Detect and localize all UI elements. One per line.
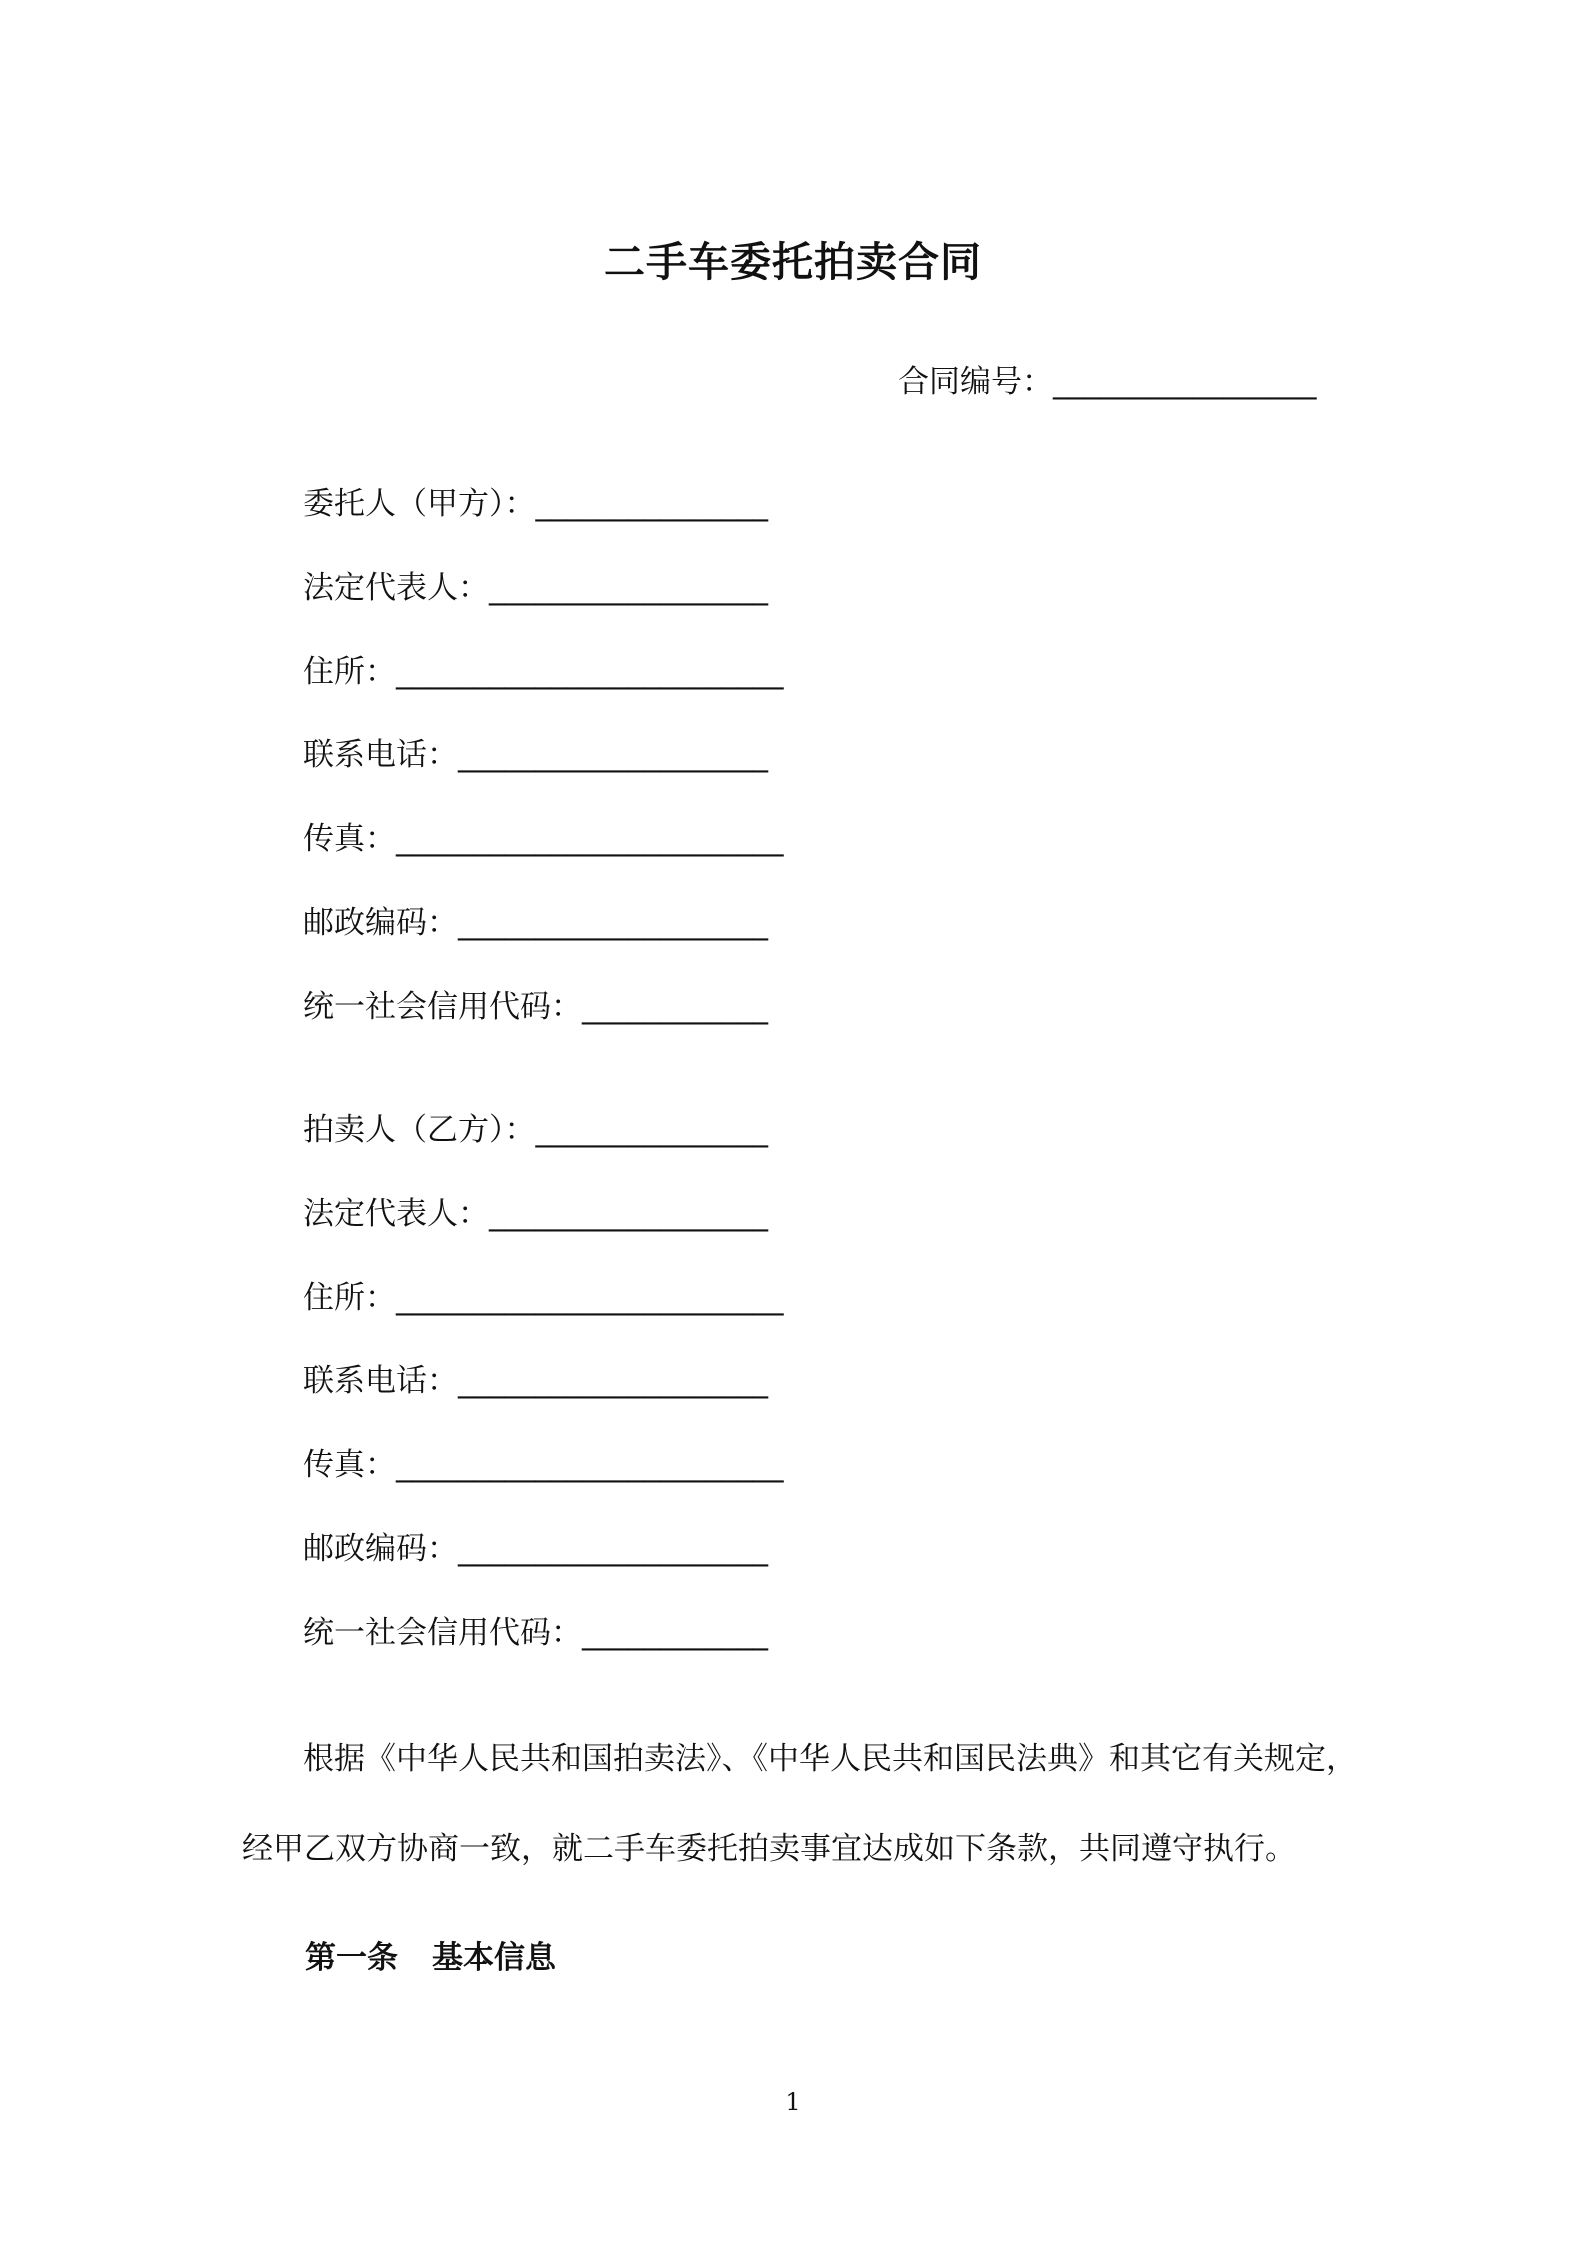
party-b-phone-field: 联系电话：____________________ (303, 1363, 768, 1399)
party-a-legal-rep-field: 法定代表人：__________________ (303, 570, 768, 606)
section-1-heading (305, 1936, 556, 1980)
party-a-name-field: 委托人（甲方）：_______________ (303, 486, 768, 522)
section-1-title: 基本信息 (432, 1940, 556, 1976)
party-b-fax-field: 传真：_________________________ (303, 1447, 784, 1483)
party-a-postal-code-field: 邮政编码：____________________ (303, 905, 768, 941)
preamble-line-2: 经甲乙双方协商一致，就二手车委托拍卖事宜达成如下条款，共同遵守执行。 (242, 1831, 1296, 1867)
party-b-name-field: 拍卖人（乙方）：_______________ (303, 1112, 768, 1148)
contract-number-field: 合同编号：_________________ (898, 364, 1317, 400)
party-a-address-field: 住所：_________________________ (303, 654, 784, 690)
page-number: 1 (785, 2088, 801, 2116)
document-title: 二手车委托拍卖合同 (604, 238, 982, 286)
party-b-credit-code-field: 统一社会信用代码：____________ (303, 1615, 768, 1651)
party-a-fax-field: 传真：_________________________ (303, 821, 784, 857)
party-b-address-field: 住所：_________________________ (303, 1280, 784, 1316)
party-a-phone-field: 联系电话：____________________ (303, 737, 768, 773)
preamble-line-1: 根据《中华人民共和国拍卖法》、《中华人民共和国民法典》和其它有关规定， (303, 1741, 1357, 1777)
party-b-legal-rep-field: 法定代表人：__________________ (303, 1196, 768, 1232)
party-b-postal-code-field: 邮政编码：____________________ (303, 1531, 768, 1567)
party-a-credit-code-field: 统一社会信用代码：____________ (303, 989, 768, 1025)
section-1-number: 第一条 (305, 1940, 398, 1976)
